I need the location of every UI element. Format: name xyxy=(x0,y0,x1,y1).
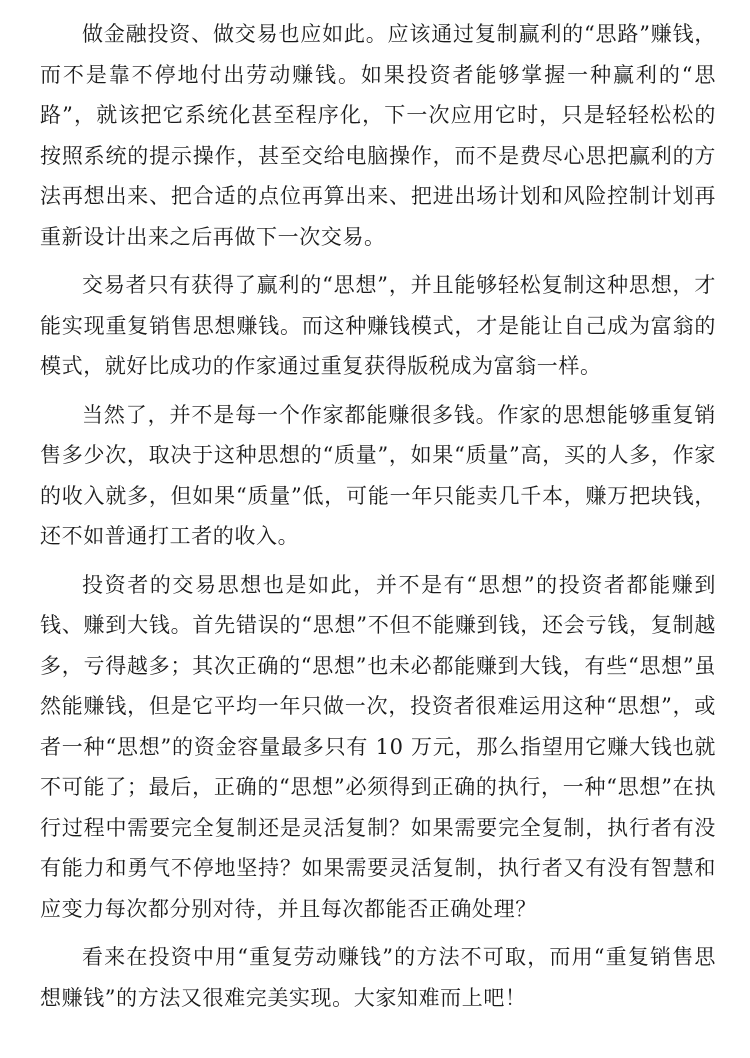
paragraph-3: 当然了，并不是每一个作家都能赚很多钱。作家的思想能够重复销售多少次，取决于这种思想的“质量”，如果“质量”高，买的人多，作家的收入就多，但如果“质量”低，可能一年只能卖几千本，赚万把块钱，还不如普通打工者的收入。 xyxy=(40,402,716,548)
document-page xyxy=(40,14,716,1018)
paragraph-1: 做金融投资、做交易也应如此。应该通过复制赢利的“思路”赚钱，而不是靠不停地付出劳动赚钱。如果投资者能够掌握一种赢利的“思路”，就该把它系统化甚至程序化，下一次应用它时，只是轻轻松松的按照系统的提示操作，甚至交给电脑操作，而不是费尽心思把赢利的方法再想出来、把合适的点位再算出来、把进出场计划和风险控制计划再重新设计出来之后再做下一次交易。 xyxy=(40,22,717,249)
paragraph-4: 投资者的交易思想也是如此，并不是有“思想”的投资者都能赚到钱、赚到大钱。首先错误的“思想”不但不能赚到钱，还会亏钱，复制越多，亏得越多；其次正确的“思想”也未必都能赚到大钱，有些“思想”虽然能赚钱，但是它平均一年只做一次，投资者很难运用这种“思想”，或者一种“思想”的资金容量最多只有 10 万元，那么指望用它赚大钱也就不可能了；最后，正确的“思想”必须得到正确的执行，一种“思想”在执行过程中需要完全复制还是灵活复制？如果需要完全复制，执行者有没有能力和勇气不停地坚持？如果需要灵活复制，执行者又有没有智慧和应变力每次都分别对待，并且每次都能否正确处理？ xyxy=(40,572,716,921)
paragraph-2: 交易者只有获得了赢利的“思想”，并且能够轻松复制这种思想，才能实现重复销售思想赚钱。而这种赚钱模式，才是能让自己成为富翁的模式，就好比成功的作家通过重复获得版税成为富翁一样。 xyxy=(40,273,716,378)
paragraph-5: 看来在投资中用“重复劳动赚钱”的方法不可取，而用“重复销售思想赚钱”的方法又很难完美实现。大家知难而上吧！ xyxy=(40,945,716,1010)
